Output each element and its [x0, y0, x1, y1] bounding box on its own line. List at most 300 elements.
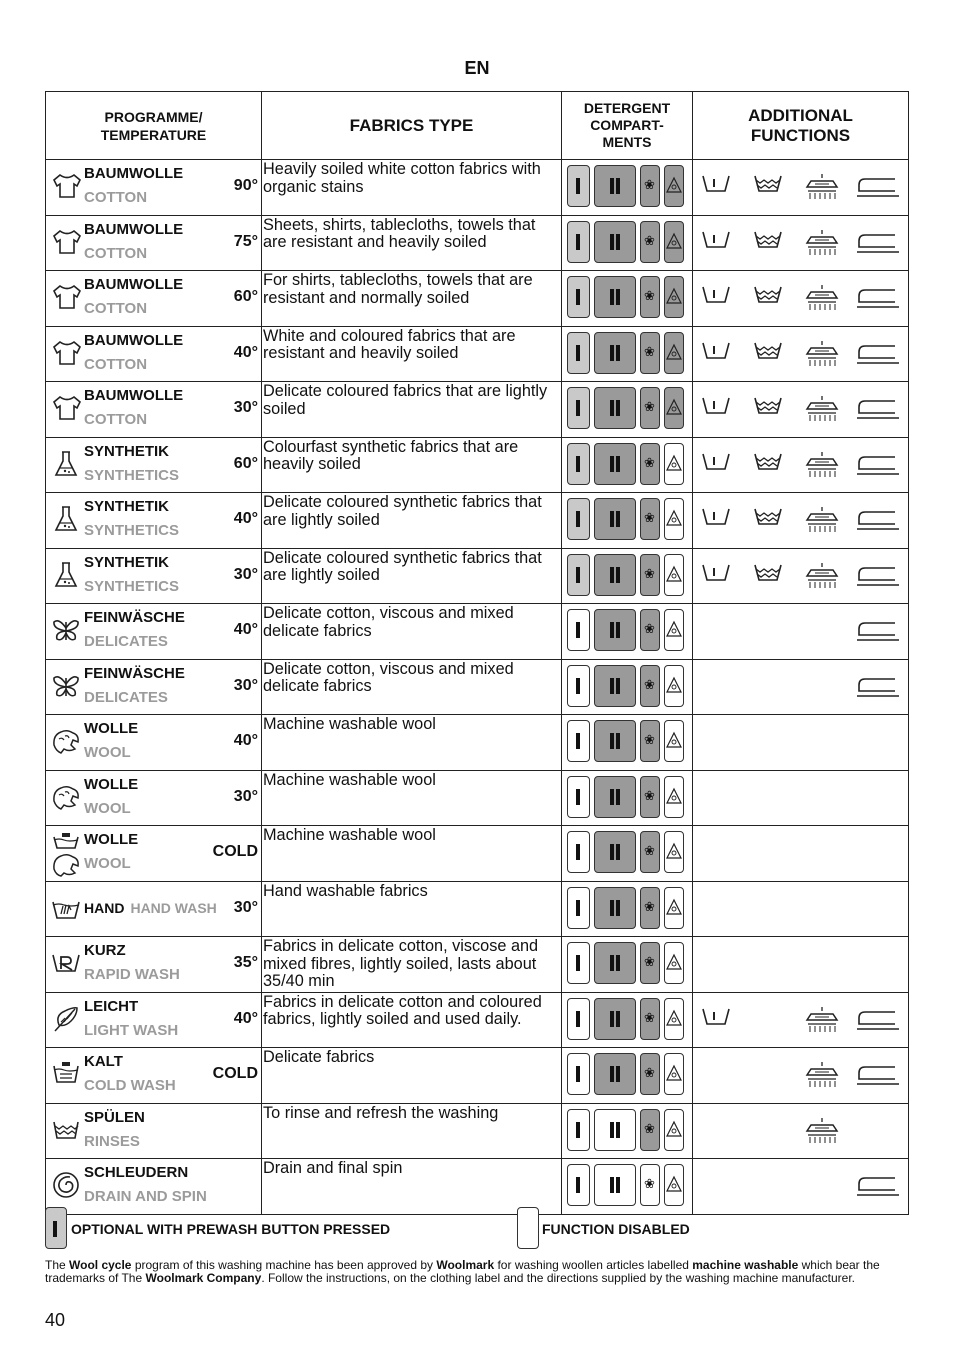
- additional-functions: [693, 326, 909, 382]
- softener-compartment: [640, 165, 660, 207]
- detergent-compartments: [562, 326, 693, 382]
- night-mode-icon: [855, 1172, 899, 1203]
- programme-cell: [46, 1159, 262, 1215]
- additional-functions: [693, 493, 909, 549]
- prewash-compartment: [567, 332, 590, 374]
- programme-name-en: SYNTHETICS: [84, 522, 180, 539]
- temperature: 60°: [233, 288, 258, 305]
- prewash-compartment: [567, 498, 590, 540]
- programme-name-en: WOOL: [84, 744, 131, 761]
- chlorine-triangle-icon: [666, 565, 682, 583]
- programme-name-en: COTTON: [84, 300, 148, 317]
- fabric-type: Sheets, shirts, tablecloths, towels that are resistant and heavily soiled: [262, 215, 562, 271]
- softener-flower-icon: ❀: [644, 1176, 655, 1191]
- programme-name-de: BAUMWOLLE: [84, 387, 184, 404]
- table-row: [46, 215, 909, 271]
- softener-compartment: [640, 942, 660, 984]
- programme-cell: [46, 271, 262, 327]
- table-row: [46, 881, 909, 937]
- prewash-icon: [701, 284, 731, 311]
- main-wash-compartment: [594, 609, 636, 651]
- temperature: 30°: [233, 676, 258, 694]
- programme-name-en: COTTON: [84, 189, 148, 206]
- softener-flower-icon: ❀: [644, 454, 655, 470]
- chlorine-triangle-icon: [666, 287, 682, 305]
- detergent-compartments: [562, 493, 693, 549]
- programme-name-de: FEINWÄSCHE: [84, 609, 185, 626]
- prewash-icon: [701, 506, 731, 533]
- softener-compartment: [640, 1109, 660, 1151]
- softener-compartment: [640, 831, 660, 873]
- softener-flower-icon: ❀: [644, 399, 655, 414]
- programme-table: [45, 91, 909, 1215]
- programme-name-en: SYNTHETICS: [84, 466, 180, 484]
- table-row: [46, 548, 909, 604]
- temperature: 40°: [233, 1009, 258, 1027]
- chlorine-triangle-icon: [666, 731, 682, 749]
- fabric-type: Heavily soiled white cotton fabrics with organic stains: [262, 160, 562, 216]
- fabric-type: Delicate coloured synthetic fabrics that are lightly soiled: [262, 493, 562, 549]
- table-row: [46, 826, 909, 882]
- detergent-compartments: [562, 160, 693, 216]
- prewash-compartment: [567, 776, 590, 818]
- temperature: 60°: [233, 454, 258, 472]
- temperature: 30°: [233, 898, 258, 916]
- bleach-compartment: [664, 720, 684, 762]
- detergent-compartments: [562, 604, 693, 660]
- main-wash-compartment: [594, 942, 636, 984]
- main-wash-compartment: [594, 443, 636, 485]
- disabled-function-swatch: [517, 1207, 539, 1249]
- programme-name-de: SYNTHETIK: [84, 553, 170, 571]
- softener-flower-icon: ❀: [644, 565, 655, 581]
- fabric-type: For shirts, tablecloths, towels that are resistant and normally soiled: [262, 271, 562, 327]
- fabric-type: Colourfast synthetic fabrics that are heavily soiled: [262, 437, 562, 493]
- prewash-icon: [701, 562, 731, 589]
- main-wash-compartment: [594, 1053, 636, 1095]
- easy-iron-icon: [805, 1117, 839, 1150]
- table-row: [46, 1048, 909, 1104]
- prewash-compartment: [567, 276, 590, 318]
- detergent-compartments: [562, 881, 693, 937]
- table-row: [46, 326, 909, 382]
- prewash-icon: [701, 340, 731, 367]
- programme-cell: [46, 826, 262, 882]
- fabric-type: Delicate cotton, viscous and mixed delicate fabrics: [262, 659, 562, 715]
- programme-name-en: DELICATES: [84, 688, 168, 706]
- programme-name-de: SCHLEUDERN: [84, 1164, 189, 1181]
- programme-name-de: BAUMWOLLE: [84, 165, 184, 182]
- programme-cell: [46, 992, 262, 1048]
- prewash-compartment: [567, 831, 590, 873]
- prewash-compartment: [567, 665, 590, 707]
- softener-compartment: [640, 498, 660, 540]
- chlorine-triangle-icon: [666, 232, 682, 250]
- prewash-compartment: [567, 1164, 590, 1206]
- additional-functions: [693, 382, 909, 438]
- bleach-compartment: [664, 221, 684, 263]
- main-wash-compartment: [594, 1164, 636, 1206]
- night-mode-icon: [855, 229, 899, 260]
- programme-name-en: WOOL: [84, 799, 131, 817]
- bleach-compartment: [664, 498, 684, 540]
- prewash-compartment: [567, 887, 590, 929]
- easy-iron-icon: [805, 1061, 839, 1094]
- programme-cell: [46, 326, 262, 382]
- temperature: 40°: [233, 732, 258, 749]
- additional-functions: [693, 659, 909, 715]
- softener-compartment: [640, 665, 660, 707]
- night-mode-icon: [855, 395, 899, 426]
- prewash-compartment: [567, 1053, 590, 1095]
- softener-compartment: [640, 387, 660, 429]
- programme-name-de: FEINWÄSCHE: [84, 664, 185, 682]
- bleach-compartment: [664, 165, 684, 207]
- prewash-compartment: [567, 720, 590, 762]
- main-wash-compartment: [594, 1109, 636, 1151]
- softener-flower-icon: ❀: [644, 1120, 655, 1136]
- prewash-icon: [701, 395, 731, 422]
- detergent-compartments: [562, 1048, 693, 1104]
- programme-name-en: LIGHT WASH: [84, 1021, 179, 1039]
- extra-rinse-icon: [753, 229, 783, 256]
- bleach-compartment: [664, 609, 684, 651]
- programme-name-de: SYNTHETIK: [84, 498, 170, 515]
- programme-cell: [46, 937, 262, 993]
- header-programme: PROGRAMME/ TEMPERATURE: [46, 92, 262, 160]
- fabric-type: Delicate fabrics: [262, 1048, 562, 1104]
- softener-flower-icon: ❀: [644, 177, 655, 192]
- easy-iron-icon: [805, 284, 839, 317]
- night-mode-icon: [855, 617, 899, 648]
- temperature: COLD: [212, 1065, 258, 1082]
- fabric-type: Delicate coloured fabrics that are lightly soiled: [262, 382, 562, 438]
- programme-name-en: SYNTHETICS: [84, 577, 180, 595]
- softener-compartment: [640, 776, 660, 818]
- language-label: EN: [464, 58, 490, 78]
- additional-functions: [693, 271, 909, 327]
- bleach-compartment: [664, 1053, 684, 1095]
- header-functions: ADDITIONAL FUNCTIONS: [693, 92, 909, 160]
- programme-name-en: HAND WASH: [130, 899, 217, 916]
- bleach-compartment: [664, 942, 684, 984]
- main-wash-compartment: [594, 498, 636, 540]
- table-row: [46, 1103, 909, 1159]
- bleach-compartment: [664, 1164, 684, 1206]
- main-wash-compartment: [594, 387, 636, 429]
- detergent-compartments: [562, 1159, 693, 1215]
- additional-functions: [693, 215, 909, 271]
- detergent-compartments: [562, 215, 693, 271]
- night-mode-icon: [855, 1061, 899, 1092]
- chlorine-triangle-icon: [666, 676, 682, 694]
- prewash-compartment: [567, 387, 590, 429]
- additional-functions: [693, 937, 909, 993]
- night-mode-icon: [855, 506, 899, 537]
- extra-rinse-icon: [753, 395, 783, 422]
- easy-iron-icon: [805, 340, 839, 373]
- prewash-compartment: [567, 554, 590, 596]
- bleach-compartment: [664, 831, 684, 873]
- programme-name-de: WOLLE: [84, 775, 139, 793]
- programme-cell: [46, 548, 262, 604]
- programme-cell: [46, 493, 262, 549]
- table-row: [46, 715, 909, 771]
- programme-cell: [46, 604, 262, 660]
- bleach-compartment: [664, 387, 684, 429]
- chlorine-triangle-icon: [666, 1009, 682, 1027]
- table-row: [46, 659, 909, 715]
- softener-flower-icon: ❀: [644, 843, 655, 858]
- bleach-compartment: [664, 332, 684, 374]
- fabric-type: Machine washable wool: [262, 715, 562, 771]
- additional-functions: [693, 160, 909, 216]
- bleach-compartment: [664, 776, 684, 818]
- fabric-type: To rinse and refresh the washing: [262, 1103, 562, 1159]
- chlorine-triangle-icon: [666, 787, 682, 805]
- temperature: 30°: [233, 787, 258, 805]
- softener-flower-icon: ❀: [644, 1065, 655, 1080]
- programme-name-en: DELICATES: [84, 633, 168, 650]
- chlorine-triangle-icon: [666, 398, 682, 416]
- bleach-compartment: [664, 276, 684, 318]
- softener-flower-icon: ❀: [644, 621, 655, 636]
- programme-name-en: COLD WASH: [84, 1077, 176, 1094]
- main-wash-compartment: [594, 276, 636, 318]
- header-detergent: DETERGENT COMPART- MENTS: [562, 92, 693, 160]
- extra-rinse-icon: [753, 451, 783, 478]
- programme-name-en: DRAIN AND SPIN: [84, 1188, 207, 1205]
- programme-name-en: COTTON: [84, 355, 148, 373]
- softener-flower-icon: ❀: [644, 954, 655, 969]
- chlorine-triangle-icon: [666, 953, 682, 971]
- fabric-type: Drain and final spin: [262, 1159, 562, 1215]
- additional-functions: [693, 1103, 909, 1159]
- programme-name-en: COTTON: [84, 411, 148, 428]
- extra-rinse-icon: [753, 284, 783, 311]
- main-wash-compartment: [594, 887, 636, 929]
- programme-cell: [46, 659, 262, 715]
- bleach-compartment: [664, 554, 684, 596]
- chlorine-triangle-icon: [666, 176, 682, 194]
- easy-iron-icon: [805, 506, 839, 539]
- chlorine-triangle-icon: [666, 1120, 682, 1138]
- softener-compartment: [640, 332, 660, 374]
- programme-cell: [46, 437, 262, 493]
- temperature: 40°: [233, 621, 258, 638]
- prewash-compartment: [567, 998, 590, 1040]
- prewash-icon: [701, 1006, 731, 1033]
- extra-rinse-icon: [753, 340, 783, 367]
- bleach-compartment: [664, 443, 684, 485]
- chlorine-triangle-icon: [666, 1175, 682, 1193]
- night-mode-icon: [855, 673, 899, 704]
- prewash-compartment: [567, 1109, 590, 1151]
- bleach-compartment: [664, 887, 684, 929]
- night-mode-icon: [855, 173, 899, 204]
- programme-name-en: WOOL: [84, 855, 131, 872]
- softener-flower-icon: ❀: [644, 343, 655, 359]
- additional-functions: [693, 1159, 909, 1215]
- softener-flower-icon: ❀: [644, 232, 655, 248]
- easy-iron-icon: [805, 1006, 839, 1039]
- additional-functions: [693, 992, 909, 1048]
- softener-flower-icon: ❀: [644, 288, 655, 303]
- softener-compartment: [640, 1053, 660, 1095]
- page-number: 40: [45, 1310, 66, 1330]
- night-mode-icon: [855, 340, 899, 371]
- programme-cell: [46, 770, 262, 826]
- programme-name-de: BAUMWOLLE: [84, 331, 184, 349]
- detergent-compartments: [562, 548, 693, 604]
- main-wash-compartment: [594, 165, 636, 207]
- fabric-type: Machine washable wool: [262, 826, 562, 882]
- woolmark-note: The Wool cycle program of this washing machine has been approved by Woolmark for washing woollen articles labelled machine washable which bear the trademarks of The Woolmark Company. Follow the instructions, on the clothing label and the directions supplied by the washing machine manufacturer.: [45, 1258, 880, 1285]
- table-row: [46, 271, 909, 327]
- softener-flower-icon: ❀: [644, 1009, 655, 1025]
- detergent-compartments: [562, 271, 693, 327]
- main-wash-compartment: [594, 332, 636, 374]
- extra-rinse-icon: [753, 506, 783, 533]
- extra-rinse-icon: [753, 173, 783, 200]
- additional-functions: [693, 770, 909, 826]
- easy-iron-icon: [805, 395, 839, 428]
- softener-compartment: [640, 720, 660, 762]
- temperature: COLD: [212, 843, 258, 860]
- programme-name-de: BAUMWOLLE: [84, 276, 184, 293]
- table-row: [46, 160, 909, 216]
- programme-name-de: WOLLE: [84, 831, 139, 848]
- additional-functions: [693, 1048, 909, 1104]
- softener-compartment: [640, 887, 660, 929]
- programme-name-de: WOLLE: [84, 720, 139, 737]
- detergent-compartments: [562, 770, 693, 826]
- bleach-compartment: [664, 665, 684, 707]
- detergent-compartments: [562, 1103, 693, 1159]
- programme-cell: [46, 1048, 262, 1104]
- programme-name-de: KALT: [84, 1053, 123, 1070]
- legend-disabled: FUNCTION DISABLED: [542, 1221, 690, 1237]
- temperature: 75°: [233, 232, 258, 250]
- fabric-type: White and coloured fabrics that are resistant and heavily soiled: [262, 326, 562, 382]
- chlorine-triangle-icon: [666, 1064, 682, 1082]
- table-row: [46, 1159, 909, 1215]
- easy-iron-icon: [805, 229, 839, 262]
- night-mode-icon: [855, 451, 899, 482]
- programme-name-de: SYNTHETIK: [84, 442, 170, 460]
- softener-flower-icon: ❀: [644, 898, 655, 914]
- optional-compartment-swatch: [45, 1207, 67, 1249]
- fabric-type: Delicate cotton, viscous and mixed delicate fabrics: [262, 604, 562, 660]
- softener-flower-icon: ❀: [644, 732, 655, 747]
- night-mode-icon: [855, 1006, 899, 1037]
- bleach-compartment: [664, 998, 684, 1040]
- programme-cell: [46, 715, 262, 771]
- detergent-compartments: [562, 826, 693, 882]
- easy-iron-icon: [805, 173, 839, 206]
- table-row: [46, 604, 909, 660]
- chlorine-triangle-icon: [666, 343, 682, 361]
- chlorine-triangle-icon: [666, 509, 682, 527]
- table-row: [46, 493, 909, 549]
- prewash-icon: [701, 451, 731, 478]
- detergent-compartments: [562, 382, 693, 438]
- softener-compartment: [640, 998, 660, 1040]
- easy-iron-icon: [805, 562, 839, 595]
- programme-cell: [46, 160, 262, 216]
- legend-optional: OPTIONAL WITH PREWASH BUTTON PRESSED: [71, 1221, 391, 1237]
- softener-compartment: [640, 443, 660, 485]
- softener-compartment: [640, 221, 660, 263]
- programme-name-en: RINSES: [84, 1132, 140, 1150]
- fabric-type: Machine washable wool: [262, 770, 562, 826]
- main-wash-compartment: [594, 998, 636, 1040]
- additional-functions: [693, 604, 909, 660]
- chlorine-triangle-icon: [666, 454, 682, 472]
- temperature: 90°: [233, 177, 258, 194]
- temperature: 30°: [233, 565, 258, 583]
- programme-cell: [46, 881, 262, 937]
- temperature: 35°: [233, 954, 258, 971]
- programme-cell: [46, 215, 262, 271]
- main-wash-compartment: [594, 665, 636, 707]
- table-row: [46, 382, 909, 438]
- detergent-compartments: [562, 715, 693, 771]
- additional-functions: [693, 826, 909, 882]
- main-wash-compartment: [594, 720, 636, 762]
- softener-compartment: [640, 609, 660, 651]
- bleach-compartment: [664, 1109, 684, 1151]
- softener-flower-icon: ❀: [644, 787, 655, 803]
- additional-functions: [693, 715, 909, 771]
- programme-name-de: KURZ: [84, 942, 126, 959]
- detergent-compartments: [562, 437, 693, 493]
- prewash-icon: [701, 173, 731, 200]
- night-mode-icon: [855, 562, 899, 593]
- programme-name-de: SPÜLEN: [84, 1108, 145, 1126]
- detergent-compartments: [562, 659, 693, 715]
- programme-cell: [46, 382, 262, 438]
- programme-name-de: HAND: [84, 899, 125, 916]
- detergent-compartments: [562, 937, 693, 993]
- night-mode-icon: [855, 284, 899, 315]
- fabric-type: Delicate coloured synthetic fabrics that are lightly soiled: [262, 548, 562, 604]
- detergent-compartments: [562, 992, 693, 1048]
- prewash-compartment: [567, 443, 590, 485]
- prewash-compartment: [567, 165, 590, 207]
- softener-flower-icon: ❀: [644, 510, 655, 525]
- chlorine-triangle-icon: [666, 842, 682, 860]
- main-wash-compartment: [594, 776, 636, 818]
- temperature: 30°: [233, 399, 258, 416]
- prewash-icon: [701, 229, 731, 256]
- softener-compartment: [640, 1164, 660, 1206]
- additional-functions: [693, 881, 909, 937]
- table-row: [46, 937, 909, 993]
- prewash-compartment: [567, 221, 590, 263]
- additional-functions: [693, 548, 909, 604]
- temperature: 40°: [233, 343, 258, 361]
- additional-functions: [693, 437, 909, 493]
- softener-compartment: [640, 554, 660, 596]
- extra-rinse-icon: [753, 562, 783, 589]
- prewash-compartment: [567, 942, 590, 984]
- softener-compartment: [640, 276, 660, 318]
- programme-name-de: LEICHT: [84, 997, 139, 1015]
- fabric-type: Hand washable fabrics: [262, 881, 562, 937]
- fabric-type: Fabrics in delicate cotton, viscose and mixed fibres, lightly soiled, lasts about 35/40 min: [262, 937, 562, 993]
- table-row: [46, 437, 909, 493]
